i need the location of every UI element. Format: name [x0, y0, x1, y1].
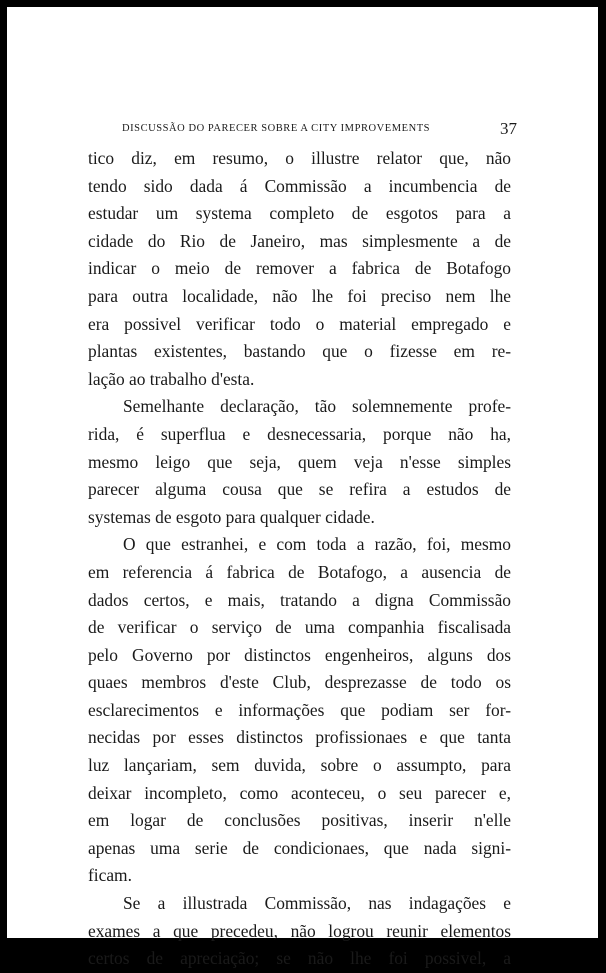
text-line: certos de apreciação; se não lhe foi possivel, a — [88, 948, 511, 969]
text-line: tendo sido dada á Commissão a incumbencia de — [88, 175, 511, 196]
text-line: tico diz, em resumo, o illustre relator que, não — [88, 148, 511, 168]
text-line: lação ao trabalho d'esta. — [88, 368, 255, 389]
text-line: O que estranhei, e com toda a razão, foi, mesmo — [123, 534, 511, 555]
running-title: DISCUSSÃO DO PARECER SOBRE A CITY IMPROVEMENTS — [122, 123, 431, 134]
text-line: exames a que precedeu, não logrou reunir elementos — [88, 920, 511, 941]
text-line: deixar incompleto, como aconteceu, o seu parecer e, — [88, 782, 511, 803]
text-line: para outra localidade, não lhe foi preciso nem lhe — [88, 285, 511, 306]
page-number: 37 — [500, 119, 517, 138]
text-line: ficam. — [88, 865, 132, 886]
text-line: Semelhante declaração, tão solemnemente profe- — [123, 396, 511, 417]
text-line: de verificar o serviço de uma companhia fiscalisada — [88, 617, 511, 638]
text-line: dados certos, e mais, tratando a digna Commissão — [88, 589, 511, 610]
text-line: era possivel verificar todo o material empregado e — [88, 313, 511, 334]
body-text — [88, 145, 511, 973]
text-line: esclarecimentos e informações que podiam ser for- — [88, 699, 511, 720]
text-line: Se a illustrada Commissão, nas indagações e — [123, 893, 511, 914]
text-line: parecer alguma cousa que se refira a estudos de — [88, 479, 511, 500]
text-line: mesmo leigo que seja, quem veja n'esse simples — [88, 451, 511, 472]
text-line: cidade do Rio de Janeiro, mas simplesmente a de — [88, 230, 511, 251]
running-head — [122, 119, 517, 141]
text-line: rida, é superflua e desnecessaria, porque não ha, — [88, 423, 511, 444]
text-line: quaes membros d'este Club, desprezasse de todo os — [88, 672, 511, 693]
text-line: plantas existentes, bastando que o fizesse em re- — [88, 341, 511, 362]
text-line: systemas de esgoto para qualquer cidade. — [88, 506, 375, 527]
text-line: em logar de conclusões positivas, inserir n'elle — [88, 810, 511, 831]
text-line: apenas uma serie de condicionaes, que nada signi- — [88, 837, 511, 858]
book-page — [7, 7, 598, 969]
text-line: necidas por esses distinctos profissionaes e que tanta — [88, 727, 511, 748]
text-line: indicar o meio de remover a fabrica de Botafogo — [88, 258, 511, 279]
text-line: pelo Governo por distinctos engenheiros, alguns dos — [88, 644, 511, 665]
text-line: em referencia á fabrica de Botafogo, a ausencia de — [88, 561, 511, 582]
text-line: estudar um systema completo de esgotos para a — [88, 203, 511, 224]
text-line: luz lançariam, sem duvida, sobre o assumpto, para — [88, 755, 511, 776]
